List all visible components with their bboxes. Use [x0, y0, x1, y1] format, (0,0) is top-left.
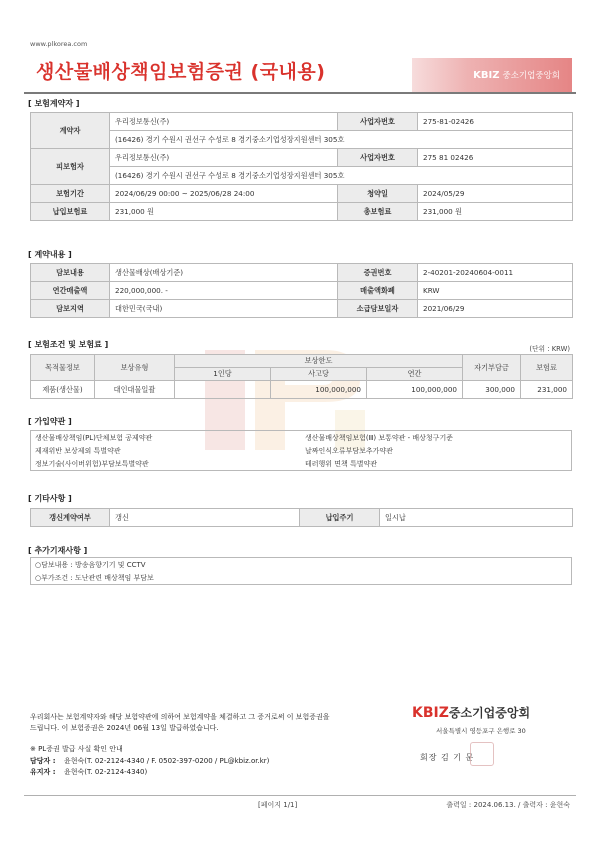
header-deductible: 자기부담금 [463, 355, 521, 381]
contractor-biz-no-label: 사업자번호 [338, 113, 418, 131]
print-info: 출력일 : 2024.06.13. / 출력자 : 윤현숙 [446, 801, 570, 809]
region-label: 담보지역 [31, 300, 110, 318]
manager-contact: 윤현숙(T. 02-2124-4340 / F. 0502-397-0200 / PL@kbiz.or.kr) [64, 756, 270, 765]
official-seal-icon [470, 742, 494, 766]
header-type: 보상유형 [95, 355, 175, 381]
footer-divider [24, 795, 576, 796]
subscription-date: 2024/05/29 [418, 185, 573, 203]
header-target: 목적물정보 [31, 355, 95, 381]
unit-label: (단위 : KRW) [529, 345, 570, 353]
contractor-address: (16426) 경기 수원시 권선구 수성로 8 경기중소기업성장지원센터 305호 [110, 131, 573, 149]
guide-title: ※ PL증권 발급 사실 확인 안내 [30, 745, 123, 753]
kbiz-footer-logo [412, 704, 530, 721]
kbiz-footer-mark: KBIZ [412, 705, 449, 721]
additional-item-2: ○부가조건 : 도난관련 배상책임 부담보 [35, 573, 154, 582]
additional-item [31, 558, 571, 571]
coverage: 생산물배상(배상기준) [110, 264, 338, 282]
total-premium-label: 총보험료 [338, 203, 418, 221]
title-divider [24, 92, 576, 94]
section-title-clauses: [ 가입약관 ] [28, 417, 72, 426]
cert-no: 2-40201-20240604-0011 [418, 264, 573, 282]
additional-box [30, 557, 572, 585]
contractor-biz-no: 275-81-02426 [418, 113, 573, 131]
maintainer-label: 유지자 : [30, 768, 56, 776]
maintainer-line [30, 767, 269, 779]
insured-name: 우리정보통신(주) [110, 149, 338, 167]
manager-line [30, 756, 269, 768]
kbiz-logo-mark: KBIZ [473, 69, 500, 81]
kbiz-logo-text: 중소기업중앙회 [502, 71, 560, 81]
section-title-additional: [ 추가기재사항 ] [28, 546, 88, 555]
other-table [30, 508, 573, 527]
insured-biz-no: 275 81 02426 [418, 149, 573, 167]
contract-table [30, 263, 573, 318]
clause-row [31, 431, 571, 444]
payment-cycle-label: 납입주기 [300, 509, 380, 527]
section-title-policyholder: [ 보험계약자 ] [28, 99, 80, 108]
annual-sales: 220,000,000. - [110, 282, 338, 300]
payment-cycle: 일시납 [380, 509, 573, 527]
clause-right-3: 테러행위 면책 특별약관 [305, 459, 378, 468]
section-title-conditions: [ 보험조건 및 보험료 ] [28, 340, 109, 349]
insured-biz-no-label: 사업자번호 [338, 149, 418, 167]
row-premium: 231,000 [521, 381, 573, 399]
kbiz-footer-text: 중소기업중앙회 [448, 706, 531, 720]
contractor-label: 계약자 [31, 113, 110, 149]
currency: KRW [418, 282, 573, 300]
cert-no-label: 증권번호 [338, 264, 418, 282]
clause-row [31, 444, 571, 457]
issuance-statement [30, 712, 330, 734]
subscription-date-label: 청약일 [338, 185, 418, 203]
insured-address: (16426) 경기 수원시 권선구 수성로 8 경기중소기업성장지원센터 305호 [110, 167, 573, 185]
row-per-accident: 100,000,000 [271, 381, 367, 399]
clauses-box [30, 430, 572, 471]
clause-right-1: 생산물배상책임보험(Ⅲ) 보통약관 - 배상청구기준 [305, 433, 453, 442]
header-annual: 연간 [367, 368, 463, 381]
clause-left-3: 정보기술(사이버위험)부담보특별약관 [35, 459, 149, 468]
document-title: 생산물배상책임보험증권 (국내용) [36, 61, 326, 83]
annual-sales-label: 연간매출액 [31, 282, 110, 300]
retro-date: 2021/06/29 [418, 300, 573, 318]
additional-item [31, 571, 571, 584]
row-deductible: 300,000 [463, 381, 521, 399]
row-annual: 100,000,000 [367, 381, 463, 399]
header-premium: 보험료 [521, 355, 573, 381]
retro-date-label: 소급담보일자 [338, 300, 418, 318]
insurance-period: 2024/06/29 00:00 ~ 2025/06/28 24:00 [110, 185, 338, 203]
org-address: 서울특별시 영등포구 은행로 30 [436, 727, 526, 735]
additional-item-1: ○담보내용 : 방송음향기기 및 CCTV [35, 560, 146, 569]
manager-label: 담당자 : [30, 756, 56, 765]
page-indicator: [페이지 1/1] [258, 801, 298, 809]
clause-row [31, 457, 571, 470]
contact-info [30, 744, 269, 779]
row-per-person [175, 381, 271, 399]
issuance-statement-line-2: 드립니다. 이 보험증권은 2024년 06월 13일 발급하였습니다. [30, 724, 219, 732]
policyholder-table [30, 112, 573, 221]
kbiz-header-logo [412, 58, 572, 92]
coverage-label: 담보내용 [31, 264, 110, 282]
header-per-person: 1인당 [175, 368, 271, 381]
renewal: 갱신 [110, 509, 300, 527]
paid-premium-label: 납입보험료 [31, 203, 110, 221]
row-target: 제품(생산물) [31, 381, 95, 399]
period-label: 보험기간 [31, 185, 110, 203]
section-title-other: [ 기타사항 ] [28, 494, 72, 503]
clause-right-2: 날짜인식오류부담보추가약관 [305, 446, 393, 455]
site-url: www.plkorea.com [30, 40, 88, 48]
clause-left-2: 제재위반 보상제외 특별약관 [35, 446, 121, 455]
renewal-label: 갱신계약여부 [31, 509, 110, 527]
currency-label: 매출액화폐 [338, 282, 418, 300]
issuance-statement-line-1: 우리회사는 보험계약자와 해당 보험약관에 의하여 보험계약을 체결하고 그 증거로써 이 보험증권을 [30, 713, 330, 721]
header-per-accident: 사고당 [271, 368, 367, 381]
section-title-contract: [ 계약내용 ] [28, 250, 72, 259]
row-type: 대인대물일괄 [95, 381, 175, 399]
clause-left-1: 생산물배상책임(PL)단체보험 공제약관 [35, 433, 153, 442]
insured-label: 피보험자 [31, 149, 110, 185]
maintainer-contact: 윤현숙(T. 02-2124-4340) [64, 768, 148, 776]
region: 대한민국(국내) [110, 300, 338, 318]
conditions-table [30, 354, 573, 399]
chairman-name: 회장 김 기 문 [420, 753, 475, 762]
total-premium: 231,000 원 [418, 203, 573, 221]
contractor-name: 우리정보통신(주) [110, 113, 338, 131]
header-limit: 보상한도 [175, 355, 463, 368]
paid-premium: 231,000 원 [110, 203, 338, 221]
